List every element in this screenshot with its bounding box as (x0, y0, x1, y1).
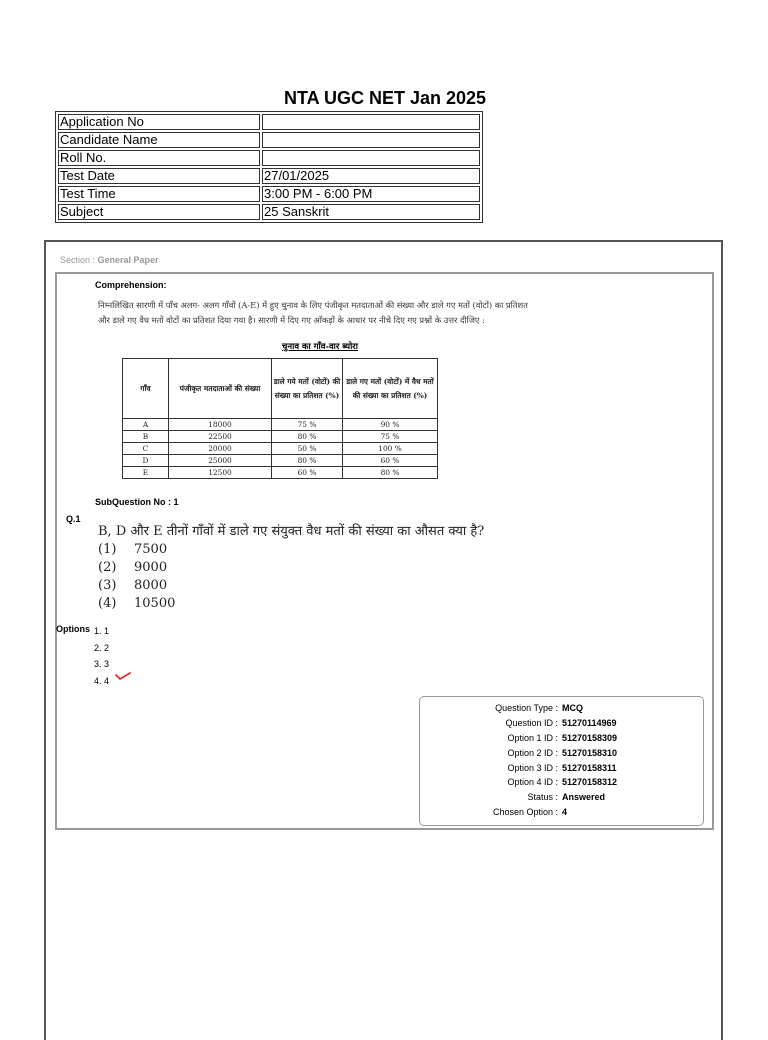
option-item: 2. 2 (94, 642, 110, 653)
table-title: चुनाव का गाँव-वार ब्योरा (282, 342, 358, 352)
meta-option-2-id: Option 2 ID : 51270158310 (507, 748, 618, 758)
option-item: 3. 3 (94, 659, 110, 669)
section-name: General Paper (97, 255, 159, 265)
info-row (58, 150, 480, 166)
table-cell: C (123, 443, 169, 455)
table-cell: D (123, 455, 169, 467)
question-choice: (1) 7500 (98, 542, 168, 557)
document-title: NTA UGC NET Jan 2025 (283, 88, 487, 108)
table-cell: 80 % (272, 431, 343, 443)
info-value: 27/01/2025 (262, 168, 480, 184)
meta-option-3-id: Option 3 ID : 51270158311 (507, 763, 617, 773)
village-election-table (122, 358, 438, 479)
option-item: 1. 1 (94, 626, 110, 636)
info-key: Candidate Name (58, 132, 260, 148)
options-list (94, 623, 109, 689)
table-cell: B (123, 431, 169, 443)
table-cell: 60 % (272, 467, 343, 479)
question-choice: (4) 10500 (98, 596, 176, 611)
table-cell: 18000 (169, 419, 272, 431)
table-header: पंजीकृत मतदाताओं की संख्या (169, 359, 272, 419)
meta-question-type: Question Type : MCQ (495, 703, 583, 713)
info-row (58, 114, 480, 130)
question-choices (98, 541, 175, 613)
question-text: B, D और E तीनों गाँवों में डाले गए संयुक्त वैध मतों की संख्या का औसत क्या है? (98, 524, 485, 539)
options-label: Options (56, 624, 90, 634)
info-value: 25 Sanskrit (262, 204, 480, 220)
info-row (58, 168, 480, 184)
info-row (58, 186, 480, 202)
correct-tick-icon (114, 670, 134, 682)
table-row (123, 455, 438, 467)
table-cell: 20000 (169, 443, 272, 455)
comprehension-label: Comprehension: (95, 280, 167, 290)
table-cell: 80 % (343, 467, 438, 479)
table-cell: 100 % (343, 443, 438, 455)
option-item: 4. 4 (94, 675, 110, 686)
table-cell: A (123, 419, 169, 431)
table-cell: 80 % (272, 455, 343, 467)
table-cell: 75 % (343, 431, 438, 443)
table-cell: 75 % (272, 419, 343, 431)
table-cell: 22500 (169, 431, 272, 443)
info-key: Test Date (58, 168, 260, 184)
table-cell: 25000 (169, 455, 272, 467)
table-cell: 90 % (343, 419, 438, 431)
info-value (262, 132, 480, 148)
table-header: डाले गये मतों (वोटों) की संख्या का प्रतिशत (%) (272, 359, 343, 419)
table-cell: 12500 (169, 467, 272, 479)
subquestion-label: SubQuestion No : 1 (95, 497, 179, 507)
meta-option-4-id: Option 4 ID : 51270158312 (507, 777, 618, 787)
table-cell: E (123, 467, 169, 479)
comprehension-text: निम्नलिखित सारणी में पाँच अलग- अलग गाँवों (A-E) में हुए चुनाव के लिए पंजीकृत मतदाताओं की संख्या और डाले गए मतों (वोटों) का प्रतिशत और डाले गए वैध मतों वोटों का प्रतिशत दिया गया है। सारणी में दिए गए आँकड़ों के आधार पर नीचे दिए गए प्रश्नों के उत्तर दीजिए : (98, 300, 528, 325)
candidate-info-table (55, 111, 483, 223)
info-key: Test Time (58, 186, 260, 202)
question-choice: (3) 8000 (98, 578, 168, 593)
question-choice: (2) 9000 (98, 560, 168, 575)
table-cell: 50 % (272, 443, 343, 455)
info-value (262, 114, 480, 130)
info-value: 3:00 PM - 6:00 PM (262, 186, 480, 202)
meta-chosen-option: Chosen Option : 4 (492, 807, 568, 817)
table-header: गाँव (123, 359, 169, 419)
table-row (123, 443, 438, 455)
info-key: Application No (58, 114, 260, 130)
info-key: Roll No. (58, 150, 260, 166)
table-header: डाले गए मतों (वोटों) में वैध मतों की संख्या का प्रतिशत (%) (343, 359, 438, 419)
meta-question-id: Question ID : 51270114969 (505, 718, 617, 728)
table-row (123, 419, 438, 431)
meta-option-1-id: Option 1 ID : 51270158309 (507, 733, 618, 743)
info-key: Subject (58, 204, 260, 220)
question-number: Q.1 (66, 514, 81, 524)
info-row (58, 204, 480, 220)
table-row (123, 431, 438, 443)
meta-status: Status : Answered (527, 792, 606, 802)
table-row (123, 467, 438, 479)
info-row (58, 132, 480, 148)
info-value (262, 150, 480, 166)
table-cell: 60 % (343, 455, 438, 467)
section-label: Section : General Paper (60, 255, 159, 265)
